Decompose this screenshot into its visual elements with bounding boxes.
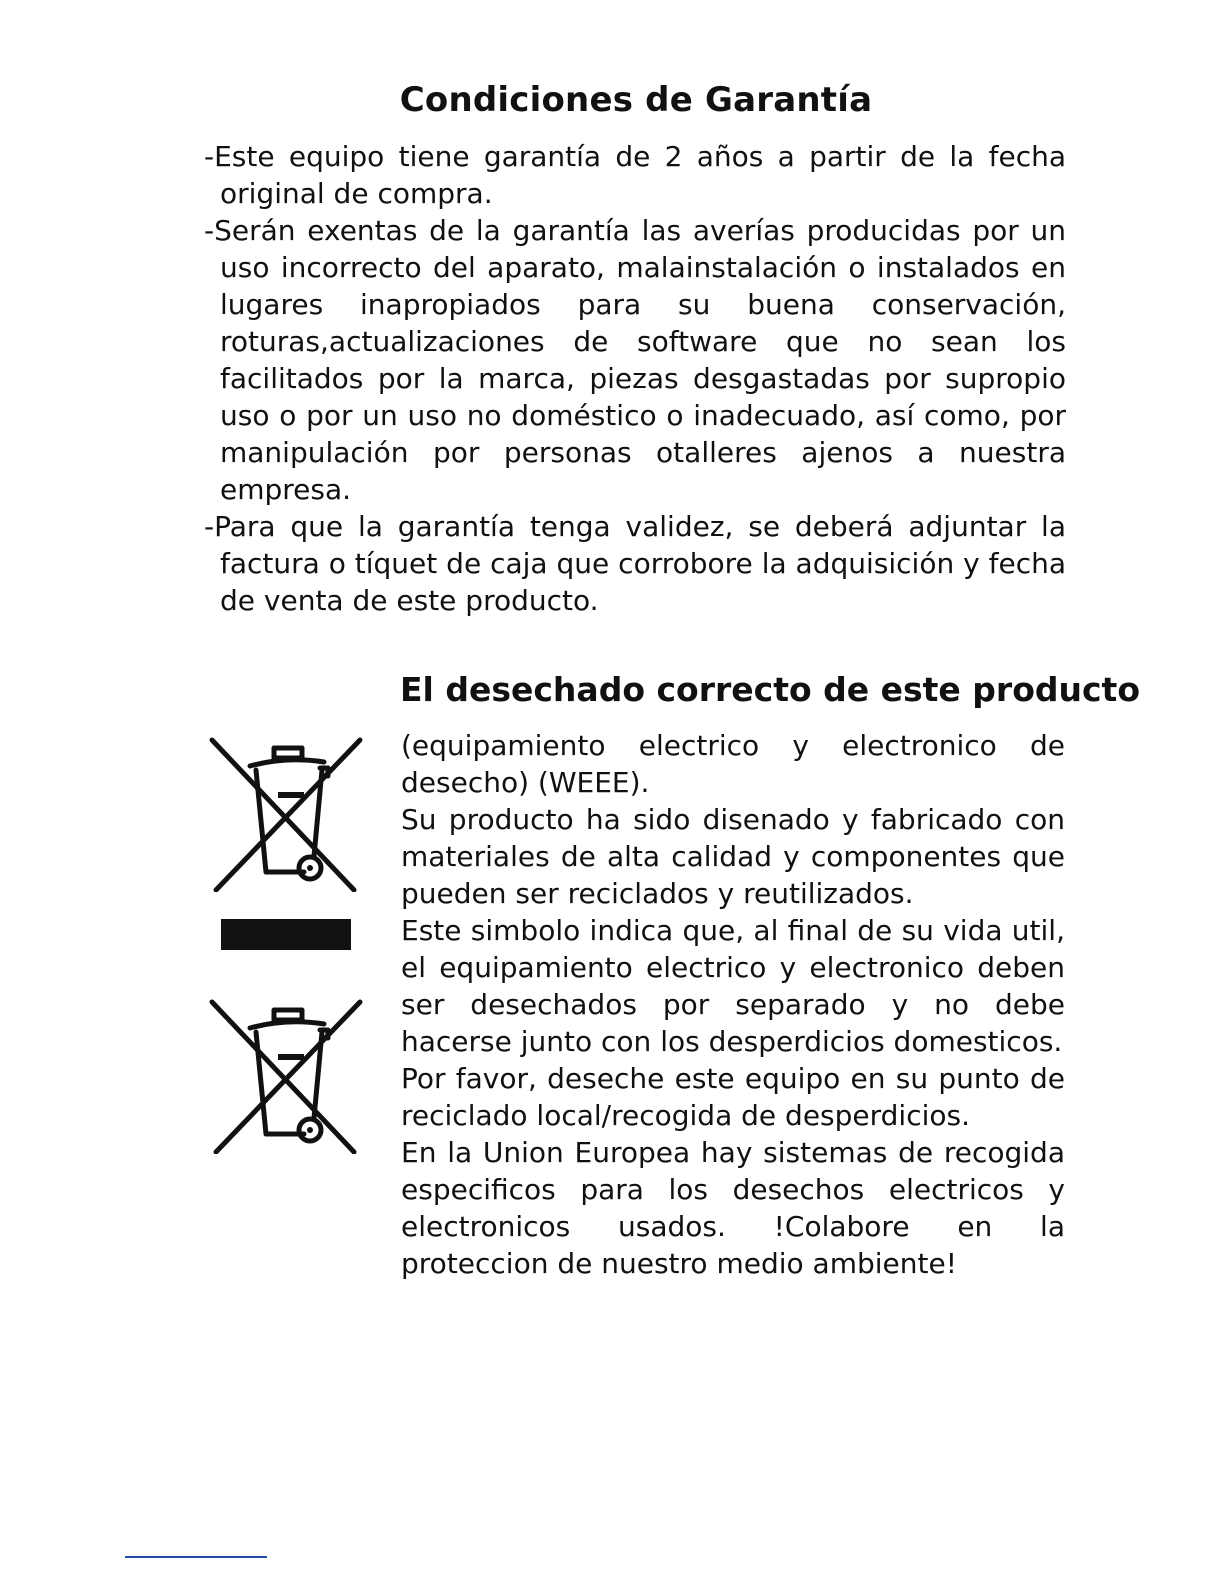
warranty-item: -Este equipo tiene garantía de 2 años a partir de la fecha original de compra. xyxy=(204,140,1066,210)
warranty-item: -Serán exentas de la garantía las averías producidas por un uso incorrecto del aparato, malainstalación o instalados en lugares inapropiados para su buena conservación, roturas,actualizaciones de software que no sean los facilitados por la marca, piezas desgastadas por supropio uso o por un uso no doméstico o inadecuado, así como, por manipulación por personas otalleres ajenos a nuestra empresa. xyxy=(204,214,1066,506)
crossed-out-bin-icon xyxy=(206,732,366,892)
disposal-text xyxy=(401,727,1065,1282)
warranty-title: Condiciones de Garantía xyxy=(399,80,873,120)
disposal-paragraph: Su producto ha sido disenado y fabricado con materiales de alta calidad y componentes que pueden ser reciclados y reutilizados. xyxy=(401,803,1065,910)
warranty-item: -Para que la garantía tenga validez, se deberá adjuntar la factura o tíquet de caja que corrobore la adquisición y fecha de venta de este producto. xyxy=(204,510,1066,617)
crossed-out-bin-icon xyxy=(206,994,366,1154)
disposal-paragraph: Este simbolo indica que, al final de su vida util, el equipamiento electrico y electronico deben ser desechados por separado y no debe hacerse junto con los desperdicios domesticos. xyxy=(401,914,1065,1058)
warranty-conditions xyxy=(204,138,1066,619)
black-bar xyxy=(221,919,351,950)
disposal-paragraph: (equipamiento electrico y electronico de desecho) (WEEE). xyxy=(401,729,1065,799)
footer-line xyxy=(125,1556,267,1558)
disposal-title: El desechado correcto de este producto xyxy=(400,670,1140,709)
disposal-paragraph: En la Union Europea hay sistemas de recogida especificos para los desechos electricos y electronicos usados. !Colabore en la proteccion de nuestro medio ambiente! xyxy=(401,1136,1065,1280)
disposal-paragraph: Por favor, deseche este equipo en su punto de reciclado local/recogida de desperdicios. xyxy=(401,1062,1065,1132)
